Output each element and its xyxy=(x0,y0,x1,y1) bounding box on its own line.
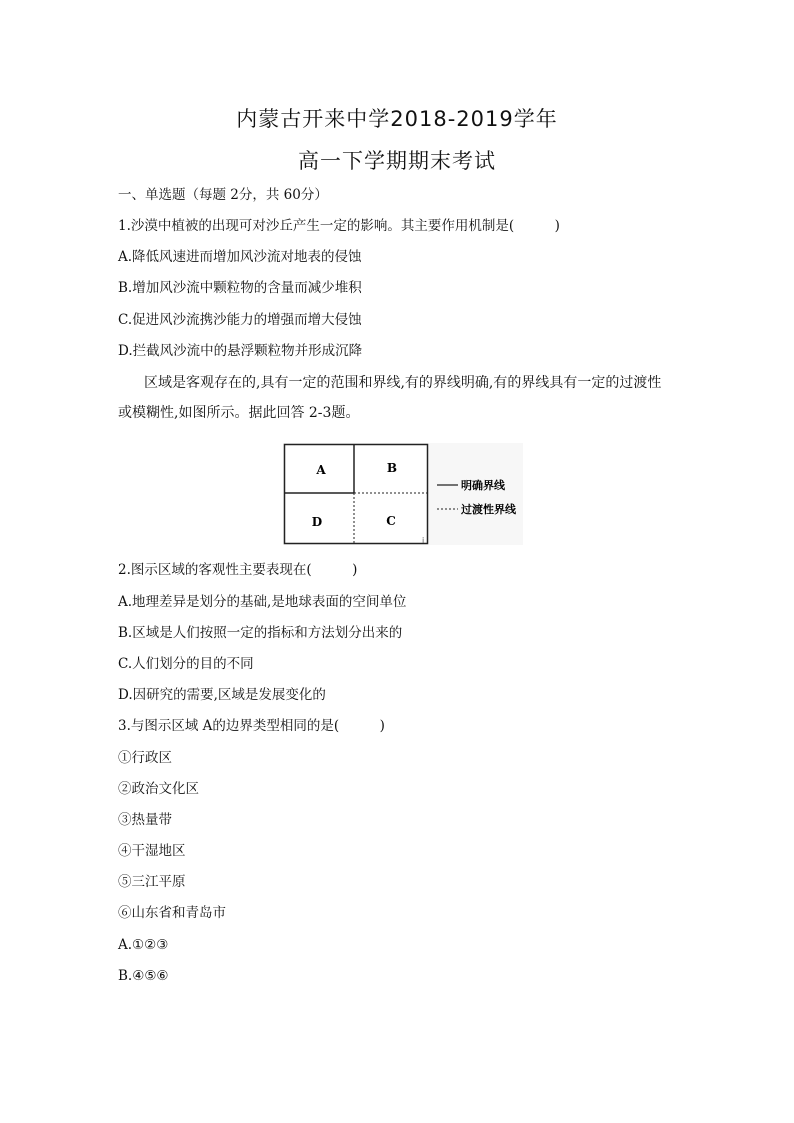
q1-option-d: D.拦截风沙流中的悬浮颗粒物并形成沉降 xyxy=(118,343,363,359)
q3-option-b: B.④⑤⑥ xyxy=(118,968,169,984)
q3-stem: 3.与图示区域 A的边界类型相同的是( ) xyxy=(118,718,385,734)
q3-option-a: A.①②③ xyxy=(118,937,169,953)
q3-item-3: ③热量带 xyxy=(118,812,172,828)
q3-item-1: ①行政区 xyxy=(118,750,172,766)
region-label-a: A xyxy=(316,463,326,477)
q2-option-d: D.因研究的需要,区域是发展变化的 xyxy=(118,687,326,703)
q2-option-b: B.区域是人们按照一定的指标和方法划分出来的 xyxy=(118,625,403,641)
region-boundary-figure xyxy=(283,443,523,545)
q1-option-a: A.降低风速进而增加风沙流对地表的侵蚀 xyxy=(118,249,362,265)
q1-option-b: B.增加风沙流中颗粒物的含量而减少堆积 xyxy=(118,280,362,296)
q2-option-a: A.地理差异是划分的基础,是地球表面的空间单位 xyxy=(118,594,407,610)
q2-option-c: C.人们划分的目的不同 xyxy=(118,656,254,672)
school-title: 内蒙古开来中学2018-2019学年 xyxy=(236,107,558,131)
q3-item-2: ②政治文化区 xyxy=(118,781,199,797)
region-label-d: D xyxy=(311,515,323,529)
region-diagram xyxy=(283,443,523,545)
corner-mark: i xyxy=(422,536,425,545)
q3-item-5: ⑤三江平原 xyxy=(118,874,186,890)
q1-stem: 1.沙漠中植被的出现可对沙丘产生一定的影响。其主要作用机制是( ) xyxy=(118,218,560,234)
region-label-c: C xyxy=(386,514,396,528)
region-outer-border xyxy=(285,445,428,544)
exam-title: 高一下学期期末考试 xyxy=(298,149,496,173)
passage-line-2: 或模糊性,如图所示。据此回答 2-3题。 xyxy=(118,405,360,421)
q3-item-6: ⑥山东省和青岛市 xyxy=(118,905,226,921)
q2-stem: 2.图示区域的客观性主要表现在( ) xyxy=(118,562,358,578)
passage-line-1: 区域是客观存在的,具有一定的范围和界线,有的界线明确,有的界线具有一定的过渡性 xyxy=(144,375,662,391)
section-heading: 一、单选题（每题 2分，共 60分） xyxy=(118,187,328,203)
legend-dashed-label: 过渡性界线 xyxy=(461,503,516,516)
region-label-b: B xyxy=(386,461,398,475)
legend-solid-label: 明确界线 xyxy=(461,479,505,492)
q1-option-c: C.促进风沙流携沙能力的增强而增大侵蚀 xyxy=(118,312,362,328)
q3-item-4: ④干湿地区 xyxy=(118,843,186,859)
